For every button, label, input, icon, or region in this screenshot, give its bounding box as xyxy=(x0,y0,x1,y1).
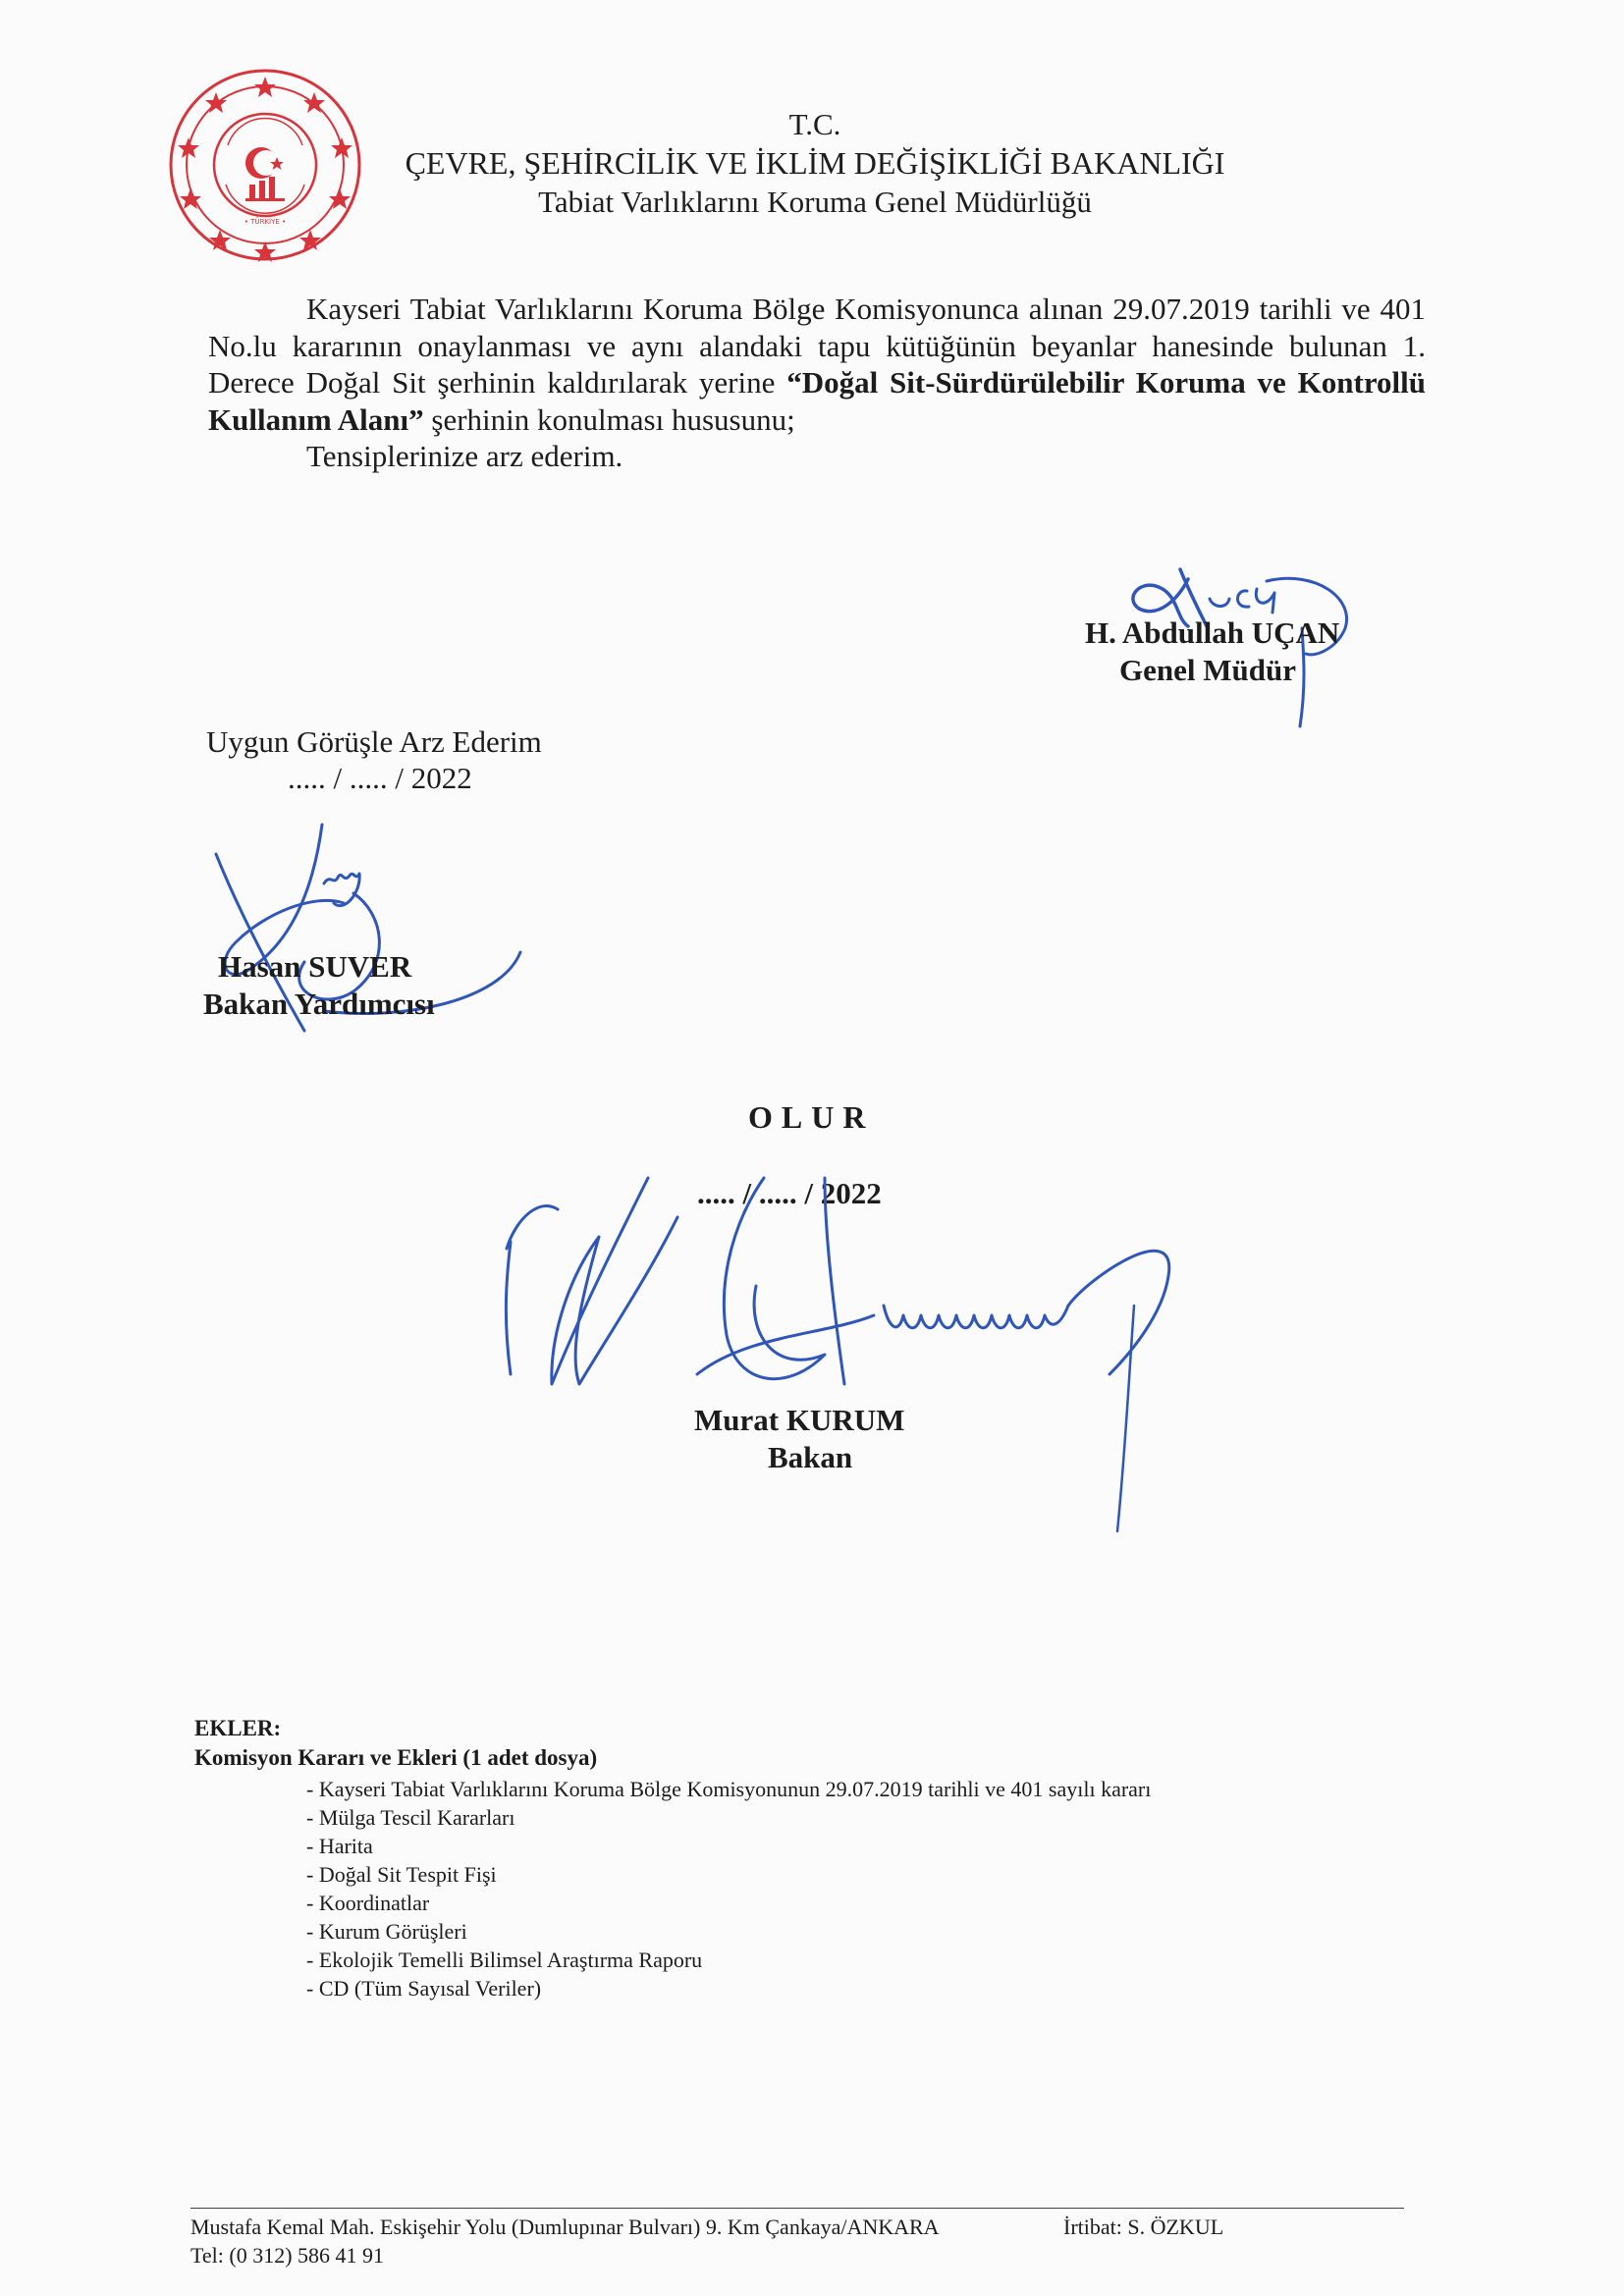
attachment-item: - Doğal Sit Tespit Fişi xyxy=(306,1862,497,1887)
footer-address: Mustafa Kemal Mah. Eskişehir Yolu (Dumlupınar Bulvarı) 9. Km Çankaya/ANKARA xyxy=(190,2215,940,2239)
body-p1-start: Kayseri Tabiat Varlıklarını Koruma Bölge Komisyonunca alınan 29.07.2019 tarihli ve 401 No.lu kararının onaylanması ve aynı alandaki tapu kütüğünün beyanlar hanesinde bulunan 1. Derece Doğal Sit şerhinin kaldırılarak yerine xyxy=(208,292,1426,400)
minister-title: Bakan xyxy=(768,1440,853,1474)
footer-divider xyxy=(190,2208,1404,2209)
attachment-item: - Harita xyxy=(306,1834,373,1858)
minister-signature xyxy=(501,1158,1188,1551)
attachments-list xyxy=(306,1775,1151,2002)
minister-name: Murat KURUM xyxy=(694,1403,905,1437)
attachment-item: - Koordinatlar xyxy=(306,1891,430,1915)
footer-telephone: Tel: (0 312) 586 41 91 xyxy=(190,2243,385,2268)
olur-date: ..... / ..... / 2022 xyxy=(697,1176,882,1210)
recommendation-date: ..... / ..... / 2022 xyxy=(288,761,472,795)
attachments-heading: EKLER: xyxy=(194,1716,282,1740)
attachment-item: - Kayseri Tabiat Varlıklarını Koruma Bölge Komisyonunun 29.07.2019 tarihli ve 401 sayılı kararı xyxy=(306,1777,1152,1801)
attachment-item: - Kurum Görüşleri xyxy=(306,1919,467,1944)
attachments-subheading: Komisyon Kararı ve Ekleri (1 adet dosya) xyxy=(194,1745,598,1770)
body-p1-end: şerhinin konulması hususunu; xyxy=(423,401,795,437)
attachment-item: - CD (Tüm Sayısal Veriler) xyxy=(306,1976,542,2001)
deputy-minister-title: Bakan Yardımcısı xyxy=(203,987,435,1021)
body-text xyxy=(208,291,1426,475)
body-paragraph-2: Tensiplerinize arz ederim. xyxy=(306,439,623,473)
body-paragraph-1 xyxy=(208,291,1426,438)
attachment-item: - Mülga Tescil Kararları xyxy=(306,1805,515,1830)
header-tc: T.C. xyxy=(788,107,841,141)
header-ministry: ÇEVRE, ŞEHİRCİLİK VE İKLİM DEĞİŞİKLİĞİ BAKANLIĞI xyxy=(405,145,1225,181)
footer-contact: İrtibat: S. ÖZKUL xyxy=(1063,2215,1224,2239)
header-directorate: Tabiat Varlıklarını Koruma Genel Müdürlüğü xyxy=(538,185,1092,219)
body-p1-bold: “Doğal Sit-Sürdürülebilir Koruma ve Kontrollü Kullanım Alanı” xyxy=(208,365,1426,437)
deputy-minister-name: Hasan SUVER xyxy=(218,949,412,984)
attachment-item: - Ekolojik Temelli Bilimsel Araştırma Raporu xyxy=(306,1948,703,1972)
general-director-name: H. Abdullah UÇAN xyxy=(1085,615,1340,650)
olur-approval-heading: OLUR xyxy=(748,1099,875,1135)
recommendation-text: Uygun Görüşle Arz Ederim xyxy=(206,724,542,759)
svg-text:• TÜRKİYE •: • TÜRKİYE • xyxy=(244,218,287,226)
general-director-title: Genel Müdür xyxy=(1119,653,1296,687)
